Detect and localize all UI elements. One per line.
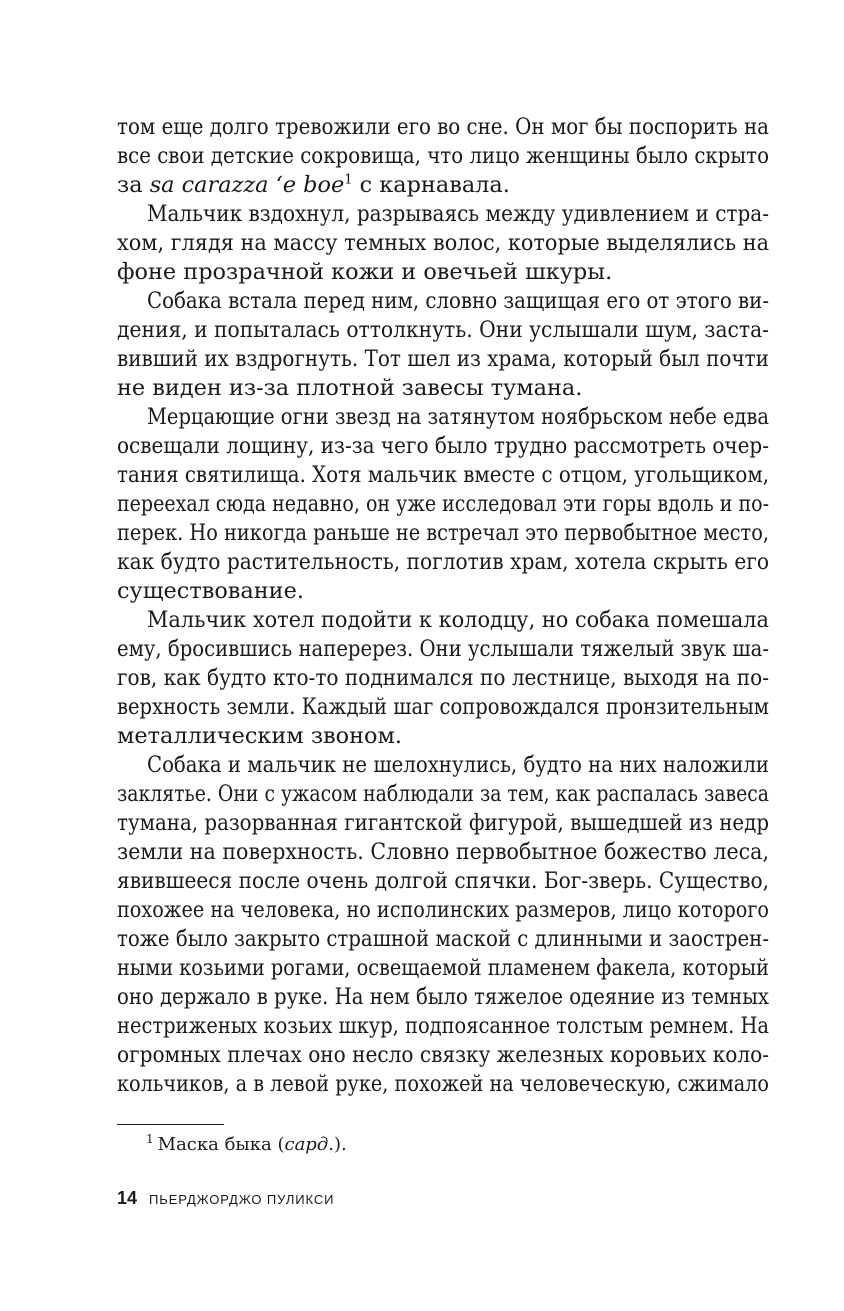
text-line: земли на поверхность. Словно первобытное божество леса,: [117, 839, 769, 865]
text-line: фоне прозрачной кожи и овечьей шкуры.: [117, 259, 613, 285]
text-line: не виден из-за плотной завесы тумана.: [117, 375, 583, 401]
text-line: тумана, разорванная гигантской фигурой, вышедшей из недр: [117, 810, 769, 836]
text-line: хом, глядя на массу темных волос, которые выделялись на: [117, 230, 769, 256]
text-line: Мальчик вздохнул, разрываясь между удивлением и стра-: [147, 201, 769, 227]
text-line: как будто растительность, поглотив храм, хотела скрыть его: [117, 549, 769, 575]
running-footer: [117, 1188, 334, 1209]
text-line: огромных плечах оно несло связку железных коровьих коло-: [117, 1042, 769, 1068]
footnote-reference[interactable]: 1: [344, 172, 353, 188]
text-line: гов, как будто кто-то поднимался по лестнице, выходя на по-: [117, 665, 769, 691]
italic-phrase: sa carazza ‘e boe: [149, 172, 345, 198]
body-text: [117, 113, 769, 1099]
text-line: вивший их вздрогнуть. Тот шел из храма, который был почти: [117, 346, 769, 372]
text-line: Собака и мальчик не шелохнулись, будто на них наложили: [147, 752, 769, 778]
text-line: освещали лощину, из-за чего было трудно рассмотреть очер-: [117, 433, 769, 459]
text-fragment: с карнавала.: [352, 172, 510, 198]
text-line: дения, и попыталась оттолкнуть. Они услышали шум, заста-: [117, 317, 769, 343]
text-line: том еще долго тревожили его во сне. Он мог бы поспорить на: [117, 114, 769, 140]
text-line: похожее на человека, но исполинских размеров, лицо которого: [117, 897, 769, 923]
text-line: ему, бросившись наперерез. Они услышали тяжелый звук ша-: [117, 636, 769, 662]
text-line: Мальчик хотел подойти к колодцу, но собака помешала: [147, 607, 769, 633]
footnote-text-end: ).: [333, 1134, 347, 1155]
text-line: нестриженых козьих шкур, подпоясанное толстым ремнем. На: [117, 1013, 769, 1039]
footnote-text: Маска быка (: [157, 1134, 285, 1155]
text-line: заклятье. Они с ужасом наблюдали за тем, как распалась завеса: [117, 781, 769, 807]
text-line: [117, 171, 769, 200]
text-line: Собака встала перед ним, словно защищая его от этого ви-: [147, 288, 769, 314]
text-line: явившееся после очень долгой спячки. Бог-зверь. Существо,: [117, 868, 769, 894]
text-fragment: за: [117, 172, 150, 198]
text-line: Мерцающие огни звезд на затянутом ноябрьском небе едва: [147, 404, 769, 430]
footnote: [146, 1133, 347, 1157]
page-number: 14: [117, 1188, 138, 1208]
footnote-divider: [117, 1124, 224, 1125]
text-line: кольчиков, а в левой руке, похожей на человеческую, сжимало: [117, 1071, 769, 1097]
footnote-number: 1: [146, 1132, 154, 1146]
text-line: переехал сюда недавно, он уже исследовал эти горы вдоль и по-: [117, 491, 769, 517]
author-name: ПЬЕРДЖОРДЖО ПУЛИКСИ: [149, 1192, 335, 1207]
text-line: тания святилища. Хотя мальчик вместе с отцом, угольщиком,: [117, 462, 769, 488]
text-line: ными козьими рогами, освещаемой пламенем факела, который: [117, 955, 769, 981]
text-line: оно держало в руке. На нем было тяжелое одеяние из темных: [117, 984, 769, 1010]
text-line: существование.: [117, 578, 304, 604]
text-line: все свои детские сокровища, что лицо женщины было скрыто: [117, 143, 769, 169]
text-line: тоже было закрыто страшной маской с длинными и заострен-: [117, 926, 769, 952]
text-line: перек. Но никогда раньше не встречал это первобытное место,: [117, 520, 769, 546]
text-line: верхность земли. Каждый шаг сопровождался пронзительным: [117, 694, 769, 720]
text-line: металлическим звоном.: [117, 723, 403, 749]
footnote-italic: сард.: [284, 1134, 334, 1155]
